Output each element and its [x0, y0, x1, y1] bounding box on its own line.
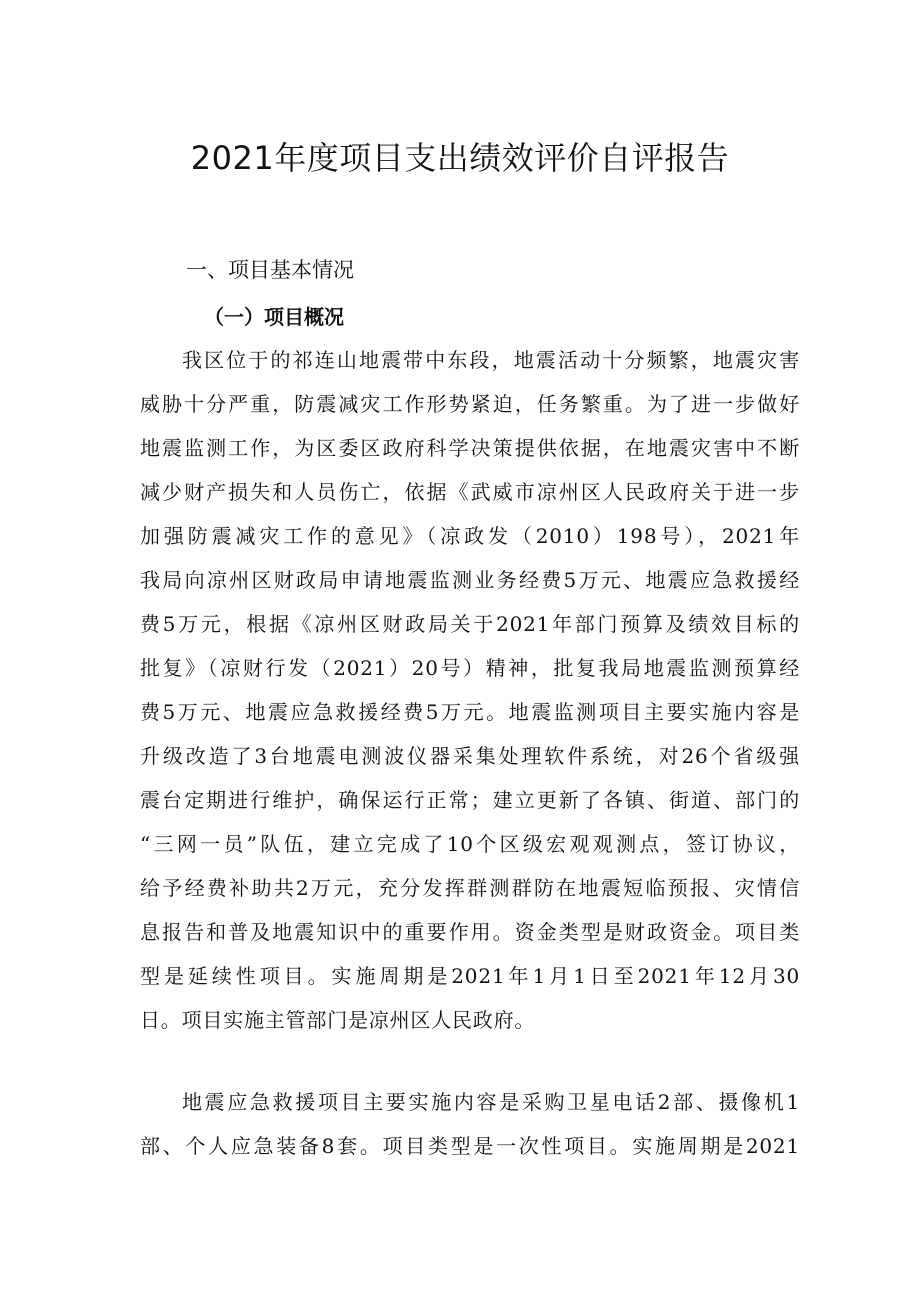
paragraph-line: 给予经费补助共2万元，充分发挥群测群防在地震短临预报、灾情信 — [140, 876, 800, 900]
document-title: 2021年度项目支出绩效评价自评报告 — [190, 139, 730, 177]
paragraph-emergency-rescue — [140, 1080, 800, 1168]
section-heading-basic-info: 一、项目基本情况 — [186, 258, 354, 282]
subsection-heading-project-overview: （一）项目概况 — [204, 305, 344, 329]
paragraph-project-overview — [140, 338, 800, 1042]
paragraph-line: 部、个人应急装备8套。项目类型是一次性项目。实施周期是2021 — [140, 1134, 800, 1158]
paragraph-line: 升级改造了3台地震电测波仪器采集处理软件系统，对26个省级强 — [140, 744, 800, 768]
paragraph-line: 加强防震减灾工作的意见》（凉政发（2010）198号），2021年 — [140, 524, 800, 548]
paragraph-line: 我局向凉州区财政局申请地震监测业务经费5万元、地震应急救援经 — [140, 568, 800, 592]
paragraph-line: 息报告和普及地震知识中的重要作用。资金类型是财政资金。项目类 — [140, 920, 800, 944]
paragraph-line: 型是延续性项目。实施周期是2021年1月1日至2021年12月30 — [140, 964, 800, 988]
paragraph-line: 减少财产损失和人员伤亡，依据《武威市凉州区人民政府关于进一步 — [140, 480, 800, 504]
paragraph-line: 批复》（凉财行发（2021）20号）精神，批复我局地震监测预算经 — [140, 656, 800, 680]
paragraph-line: “三网一员”队伍，建立完成了10个区级宏观观测点，签订协议， — [140, 832, 800, 856]
paragraph-line: 地震应急救援项目主要实施内容是采购卫星电话2部、摄像机1 — [182, 1090, 800, 1114]
paragraph-line: 日。项目实施主管部门是凉州区人民政府。 — [140, 1008, 536, 1032]
paragraph-line: 地震监测工作，为区委区政府科学决策提供依据，在地震灾害中不断 — [140, 436, 800, 460]
paragraph-line: 威胁十分严重，防震减灾工作形势紧迫，任务繁重。为了进一步做好 — [140, 392, 800, 416]
paragraph-line: 费5万元、地震应急救援经费5万元。地震监测项目主要实施内容是 — [140, 700, 800, 724]
paragraph-line: 费5万元，根据《凉州区财政局关于2021年部门预算及绩效目标的 — [140, 612, 800, 636]
paragraph-line: 震台定期进行维护，确保运行正常；建立更新了各镇、街道、部门的 — [140, 788, 800, 812]
paragraph-line: 我区位于的祁连山地震带中东段，地震活动十分频繁，地震灾害 — [182, 348, 800, 372]
